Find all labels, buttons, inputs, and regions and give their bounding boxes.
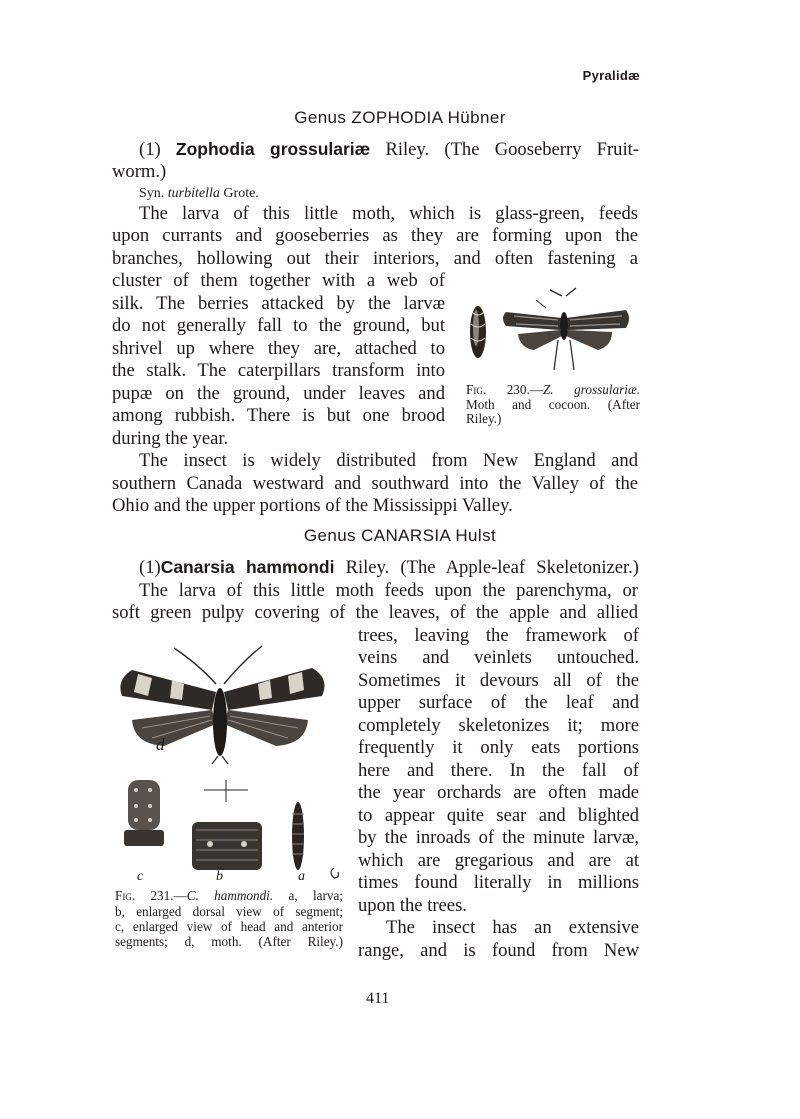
para2-line: trees, leaving the framework of	[358, 625, 639, 646]
figure-230-caption: Fig. 230.—Z. grossulariæ.	[466, 382, 640, 397]
moth-icon	[120, 646, 324, 764]
species-common-name: Riley. (The Gooseberry Fruit-	[385, 139, 639, 160]
running-head: Pyralidæ	[582, 68, 640, 83]
caption-taxon: Z. grossulariæ.	[542, 382, 640, 397]
figure-231-caption-line4: segments; d, moth. (After Riley.)	[115, 934, 343, 949]
para1-line: upon currants and gooseberries as they are forming upon the	[112, 225, 638, 246]
figure-230-caption-line2: Moth and cocoon. (After	[466, 397, 640, 412]
page-number: 411	[366, 990, 390, 1007]
para2-line: upper surface of the leaf and	[358, 692, 639, 713]
caption-taxon: C. hammondi.	[186, 888, 274, 903]
larva-icon	[292, 802, 304, 870]
synonym-name: turbitella	[167, 186, 220, 201]
para2-line: Sometimes it devours all of the	[358, 670, 639, 691]
para2-line: upon the trees.	[358, 895, 467, 916]
species-name: Zophodia grossulariæ	[175, 139, 371, 159]
synonym-line	[139, 186, 259, 202]
species-number: (1)	[139, 557, 161, 578]
species-title-canarsia	[139, 556, 639, 580]
figure-label-b: b	[216, 869, 223, 884]
para1-line: southern Canada westward and southward into the Valley of the	[112, 473, 638, 494]
para1-line: during the year.	[112, 428, 229, 449]
para2-line: to appear quite sear and blighted	[358, 805, 639, 826]
synonym-prefix: Syn.	[139, 186, 165, 201]
figure-231-illustration	[112, 640, 348, 888]
genus-heading-zophodia	[0, 108, 800, 128]
para2-line: by the inroads of the minute larvæ,	[358, 827, 639, 848]
para2-line: soft green pulpy covering of the leaves, of the apple and allied	[112, 602, 638, 623]
para1-line: branches, hollowing out their interiors, and often fastening a	[112, 248, 638, 269]
figure-230-illustration	[462, 288, 642, 380]
caption-label: Fig. 231.	[115, 888, 174, 903]
para1-line: do not generally fall to the ground, but	[112, 315, 445, 336]
caption-rest: a, larva;	[288, 888, 343, 903]
species-title-zophodia-line2: worm.)	[112, 161, 167, 182]
para2-line: frequently it only eats portions	[358, 737, 639, 758]
genus-heading-canarsia	[0, 526, 800, 546]
para2-line: The larva of this little moth feeds upon the parenchyma, or	[139, 580, 638, 601]
moth-icon	[503, 288, 629, 370]
para1-line: shrivel up where they are, attached to	[112, 338, 445, 359]
figure-label-d: d	[156, 735, 165, 754]
para1-line: Ohio and the upper portions of the Mississippi Valley.	[112, 495, 513, 516]
para1-line: cluster of them together with a web of	[112, 270, 445, 291]
para2-line: times found literally in millions	[358, 872, 639, 893]
genus-heading-text: Genus ZOPHODIA Hübner	[294, 108, 506, 127]
figure-label-a: a	[298, 869, 305, 884]
species-title-zophodia	[139, 138, 639, 162]
para1-line: pupæ on the ground, under leaves and	[112, 383, 445, 404]
cocoon-icon	[470, 306, 486, 358]
para2-line: here and there. In the fall of	[358, 760, 639, 781]
para1-line: The larva of this little moth, which is glass-green, feeds	[139, 203, 638, 224]
species-common-name: Riley. (The Apple-leaf Skeletonizer.)	[345, 557, 639, 578]
genus-heading-text: Genus CANARSIA Hulst	[303, 526, 497, 545]
figure-231-caption-line3: c, enlarged view of head and anterior	[115, 919, 343, 934]
synonym-author: Grote.	[223, 186, 259, 201]
figure-231-caption-line2: b, enlarged dorsal view of segment;	[115, 904, 343, 919]
species-number: (1)	[139, 139, 161, 160]
para1-line: silk. The berries attacked by the larvæ	[112, 293, 445, 314]
caption-label: Fig. 230.	[466, 382, 530, 397]
para1-line: The insect is widely distributed from New England and	[139, 450, 638, 471]
figure-230-caption-line3: Riley.)	[466, 411, 502, 426]
para2-line: veins and veinlets untouched.	[358, 647, 639, 668]
figure-label-c: c	[137, 869, 144, 884]
para2-line: completely skeletonizes it; more	[358, 715, 639, 736]
para2-line: which are gregarious and are at	[358, 850, 639, 871]
para2-line: the year orchards are often made	[358, 782, 639, 803]
figure-231-caption: Fig. 231.—C. hammondi. a, larva;	[115, 888, 343, 903]
para1-line: the stalk. The caterpillars transform into	[112, 360, 445, 381]
species-name: Canarsia hammondi	[160, 557, 335, 577]
scale-mark-icon	[331, 868, 339, 878]
larva-segment-icon	[192, 822, 262, 870]
para1-line: among rubbish. There is but one brood	[112, 405, 445, 426]
para2-line: The insect has an extensive	[386, 917, 639, 938]
larva-head-icon	[124, 780, 164, 846]
para2-line: range, and is found from New	[358, 940, 639, 961]
